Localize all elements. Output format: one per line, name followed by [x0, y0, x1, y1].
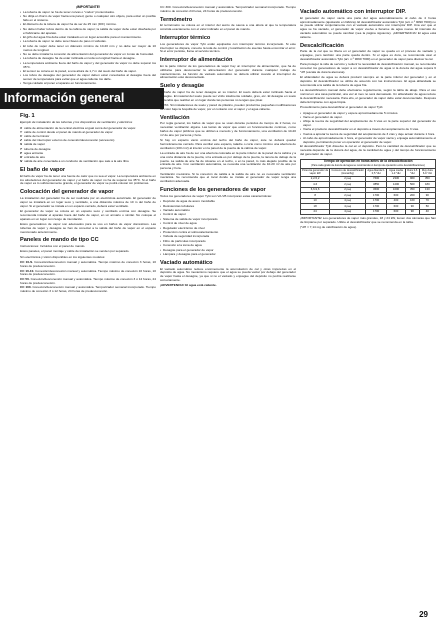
panel-model-desc: Conexión/desconexión manual y automática. Tiempo máximo de conexión 10 horas, 10 horas de predesconexión. [20, 268, 156, 277]
heading-colocacion: Colocación del generador de vapor [20, 189, 114, 196]
important-item: • El tubo de vapor debe tener un diámetro mínimo de 10-20 mm y no debe ser mayor de 10 metros de longitud. [20, 45, 156, 53]
table-cell: 500 [405, 182, 419, 187]
descal-step: • Vacíe el generador de vapor. [300, 116, 436, 120]
table-cell: 2 peq [330, 187, 366, 192]
important-list [20, 11, 156, 86]
table-subtitle: (Para cada grado de dureza del agua se recomienda un tiempo de operación entre descalcificaciones) [311, 163, 425, 167]
funcion-item: • Desagüe para el generador de vapor [160, 249, 296, 253]
table-cell: 350 [405, 187, 419, 192]
panel-model-name: CC 10-S. [20, 260, 34, 265]
table-cell: 160 [405, 198, 419, 203]
panel-model-item [20, 286, 156, 294]
heading-suelo: Suelo y desagüe [160, 83, 205, 90]
heading-descalcificacion: Descalcificación [300, 42, 344, 49]
text-vaciado-warning: ¡ADVERTENCIA! El agua está caliente. [160, 283, 217, 288]
table-cell: 90 [405, 209, 419, 214]
text-descal-3: El ablandador de agua se deberá producir siempre en la parte inferior del generador y en el depósito. El descalcificador se utiliza de acuerdo con las instrucciones. El agua ablandada se recomienda a la salida de la tubería de agua fría. [300, 75, 436, 87]
important-item: • La tubería de desagüe ha de estar inclinada en toda su longitud hacia el desagüe. [20, 57, 156, 61]
legend-text: cable del termistor [24, 134, 50, 139]
text-paneles-1: Instrucciones: Incluidos con el panel de mando. [20, 244, 86, 249]
table-cell: 4 peq [330, 198, 366, 203]
heading-alimentacion: Interruptor de alimentación [160, 57, 233, 64]
column-right [300, 6, 436, 232]
table-row [301, 209, 436, 214]
legend-key: N [20, 159, 23, 164]
text-suelo-2: NOTA: Sin instalaciones de suelo y pared de plástico, pueden producirse pequeñas modificaciones de color bajo la boquilla de vapor, por el contacto con el vapor y el agua caliente. [160, 102, 296, 111]
panel-model-desc: Conexión/desconexión manual y automática. Tiempo máximo de conexión 3 horas, 10 horas de predesconexión. [20, 260, 156, 269]
legend-text: agua entrante [24, 150, 44, 155]
table-cell: 24 [301, 209, 330, 214]
legend-key: P [20, 150, 23, 155]
table-title: Tiempo de operación en horas antes de la descalcificación (Para cada grado de dureza del agua se recomienda un tiempo de operación entre descalcificaciones) [301, 159, 436, 168]
funcion-item: • Resistencias tubulares [160, 205, 296, 209]
text-interruptor: Los generadores de vapor Tylö están equipados con interruptor térmico incorporado. Si este interruptor se dispara, conecte la toda de control y localización de averías hasta encontrar el error. Si el error persiste, llame al servicio técnico. [160, 41, 296, 54]
text-ventilacion-1: Por regla general, los baños de vapor que se usan durante periodos de tiempo de 2 horas, no necesitan ventilación alguna. Las lacías de vapor que estén en funcionamiento continuo, como baños de vapor públicos que se utilizan a menudo y de funcionamiento, una ventilación de 10-20 m³ de aire por persona y hora. [160, 121, 296, 137]
text-paneles-3: Sin electrónica y visión disponibles en los siguientes modelos: [20, 254, 106, 259]
heading-funciones: Funciones de los generadores de vapor [160, 187, 266, 194]
table-cell: 10 [301, 198, 330, 203]
legend-text: cable del interruptor externo de conexión/desconexión (accesorio) [23, 138, 115, 143]
table-cell: 2 peq [330, 182, 366, 187]
table-cell: 600 [387, 209, 406, 214]
table-cell: 1700 [366, 198, 387, 203]
column-left [4, 5, 156, 295]
table-cell: 1700 [366, 209, 387, 214]
text-colocacion-3: Estos generadores de vapor son adecuados para su uso en baños de vapor domésticos. Las tuberías de vapor y desagüe se han de conectar a la salida del baño de vapor en el espacio mencionado anteriormente. [20, 221, 156, 234]
legend-key: T [20, 146, 22, 151]
table-cell: 2,2-5,2 [301, 176, 330, 181]
table-cell: 350 [419, 176, 435, 181]
descal-step: • Al cabo de aproximadamente 1 hora, el generador de vapor vacía y enjuaga automáticamente el depósito, permitiendo poner en operación el generador de vapor. [300, 137, 436, 145]
text-dip: El generador de vapor vacía una parte del agua automáticamente al cabo de 4 horas aproximadamente (ajustando en fábrica). El descalcificador automático Tylö (art. n.º 9090 7000) no se puede utilizar conjuntamente con el vaciado automático con interruptor DIP. Una vez que el agua se ha vaciado, el generador de vapor vuelve a llenarse de agua nueva. El intervalo de vaciado automático se puede cambiar (vea la página siguiente). ¡ADVERTENCIA! El agua está caliente. [300, 15, 436, 39]
heading-ventilacion: Ventilación [160, 114, 190, 121]
important-item: • Los tubos de desagüe del generador de vapor deben estar conectados al desagüe fuera del sensor de temperatura para evitar que el agua caliente los dañe. [20, 74, 156, 82]
table-cell: 2 peq [330, 176, 366, 181]
funciones-list [160, 200, 296, 256]
table-cell: 2 peq [330, 193, 366, 198]
table-cell: 4 peq [330, 209, 366, 214]
text-descal-auto: La descalcificación manual debe efectuarse regularmente, según la tabla de abajo. Para el uso normal en una casa particular, una vez al mes no será demasiado. Un ablandador de agua reduce la descalcificación necesaria. Para ello, el generador de vapor debe estar desconectado. Después deberá limpiarse con agua limpia. [300, 88, 436, 104]
important-item: • No deben haber tubos dentro de la cabina de vapor; la salida de vapor debe estar diseñada por el fabricante del aparato. [20, 28, 156, 36]
table-cell: 1200 [387, 182, 406, 187]
important-item: • La tubería de vapor no debe tener llaves de paso ni válvulas. [20, 40, 156, 44]
text-descal-1: Parte de la cal que se libera en el generador de vapor se queda en el proceso de vaciado y enjuague, pero también una parte queda dentro. Si el agua es dura, se recomienda usar el descalcificador automático Tylö (art. n.º 9090 7000) en el generador de vapor para disolver la cal. [300, 49, 436, 61]
descal-table [300, 159, 436, 215]
table-header-row [301, 168, 436, 176]
table-header-cell: Dura 3-6 °dH [407, 169, 418, 176]
descal-step: • Vierta el producto descalcificador en el depósito a través del acoplamiento de 3 vías. [300, 128, 436, 132]
text-post-steps: El descalcificador Tylö disuelve la cal en el depósito. Pero la cantidad de descalcificador que se necesita depende de la dureza del agua, de la cantidad de agua y del tiempo de funcionamiento del generador de vapor. [300, 144, 436, 157]
funcion-item: • Lámpara y desagüe para el generador [160, 253, 296, 257]
text-alimentacion: En la parte inferior de los generadores de vapor hay un interruptor de alimentación, que ha de utilizarse para desconectar la alimentación del generador durante cualquier trabajo de mantenimiento. La función de vaciado automático no deberá utilizar cuando el interruptor de alimentación esté desconectado. [160, 63, 296, 80]
important-title: ¡IMPORTANTE! [75, 5, 101, 9]
important-item: • La tubería de vapor no ha de tener curvas o "codos" pronunciados. [20, 11, 156, 15]
table-cell: 1000 [387, 187, 406, 192]
important-item: • El diámetro de la tobera de vapor ha de ser de 25 mm (DIF) mínimo. [20, 23, 156, 27]
text-funciones: Todos los generadores de vapor Tylö son VA-VB incorporan estas características: [160, 193, 272, 198]
funcion-item: • Protección contra el sobrecalentamiento [160, 231, 296, 235]
table-cell: 50 [419, 204, 435, 209]
section-banner: Información general [0, 88, 164, 109]
important-item: • Tenga cuidado al poner el aparato en funcionamiento. [20, 82, 156, 86]
table-cell: 400 [387, 198, 406, 203]
text-procedimiento: Procedimiento para descalcificar el generador de vapor Tylö: [300, 105, 384, 110]
heading-interruptor: Interruptor térmico [160, 34, 211, 41]
legend-key: S [20, 142, 23, 147]
table-cell: 130 [419, 187, 435, 192]
table-cell: 600 [387, 204, 406, 209]
table-header-cell: Muy dura 6-9 °dH [419, 168, 435, 176]
funcion-item: • Control de nivel de agua [160, 222, 296, 226]
legend-key: R [20, 154, 23, 159]
table-cell: 8 [301, 193, 330, 198]
panel-model-name: CC 50. [20, 277, 30, 282]
table-cell: 960 [405, 176, 419, 181]
panel-model-desc: Conexión/desconexión manual y automática. Tiempo máximo de conexión 3 ó 12 horas, 24 horas de predesconexión. [20, 277, 156, 285]
table-cell: 4-6 [301, 182, 330, 187]
panel-model-name: CC 100. [20, 285, 32, 290]
descal-step: • Vuelva a apretar la tuerca de seguridad del acoplamiento de 3 vías y deje actuar durante 1 hora. [300, 133, 436, 137]
text-cc300: CC 300. Conexión/desconexión manual y automática. Temporizador semanal incorporado. Tiempo máximo de conexión 24 horas, 24 horas de predesconexión. [160, 5, 296, 13]
table-cell: 3600 [366, 187, 387, 192]
descal-steps [300, 112, 436, 145]
legend-item [20, 160, 156, 164]
table-body [301, 176, 436, 214]
heading-bano: El baño de vapor [20, 166, 66, 173]
funcion-item: • Vaciado automático [160, 209, 296, 213]
table-cell: 6,6-9,6 [301, 187, 330, 192]
table-header-cell: Agua media 1-3 °dH [387, 168, 406, 176]
descal-step: • Apague el generador de vapor y espere aproximadamente 5 minutos. [300, 112, 436, 116]
legend-text: cable de control desde el panel de mando al generador de vapor [24, 129, 113, 134]
text-ventilacion-2: Si hay un espacio vacío encima del techo del baño de vapor, éste no deberá quedar herméticamente cerrado. Para ventilar este espacio, taladre o corte como mínimo una abertura de ventilación (100 cm²) al interior en la pared de la puerta de la cabina de vapor. [160, 138, 296, 150]
legend-key: V [20, 134, 23, 139]
table-cell: 180 [419, 182, 435, 187]
legend-text: tubería de desagüe [23, 146, 51, 151]
legend-text: salida de aire conectada a un conducto de ventilación que sale a la aire libre [24, 159, 129, 164]
funcion-item: • Regulador electrónico de nivel [160, 227, 296, 231]
table-header-cell: Agua blanda 0-0,5 °dH [367, 169, 385, 176]
funcion-item: • Sistema de salida de vapor incorporado [160, 218, 296, 222]
funcion-item: • Conexión a la toma de agua [160, 244, 296, 248]
text-colocacion-2: El generador de vapor se coloca en un espacio seco y ventilado encima con desagüe. Se recomienda instalar el aparato fuera del baño de vapor, en un armario o similar. No coloque el aparato en un lugar con riesgo de inundación. [20, 208, 156, 221]
text-bano: El baño de vapor ha de tener una fuente de calor que no sea el vapor. La temperatura ambiente en los alrededores del generador de vapor y el baño de vapor no ha de superar los 35°C. Si el baño de vapor es lo suficientemente grande, el generador de vapor se podrá colocar sin problemas. [20, 173, 156, 186]
legend-text: salida de vapor [24, 142, 46, 147]
funcion-item: • Válvula de seguridad incorporada [160, 235, 296, 239]
table-cell: 1700 [366, 204, 387, 209]
table-cell: 2330 [387, 176, 406, 181]
panel-model-name: CC 10-10. [20, 268, 35, 273]
figure-title: Fig. 1 [20, 113, 35, 120]
text-descal-2: Para proteger la vida de servicio y reducir la necesidad de descalcificación manual, se recomienda conectar los generadores de vapor a un descalcificador de agua si la dureza del agua supera 6 °dH (escala de dureza alemana). [300, 62, 436, 74]
text-paneles-2: Estos paneles, el panel montaje y cable de instalación se venden por separado. [20, 249, 130, 254]
table-cell: 7600 [366, 176, 387, 181]
heading-vaciado: Vaciado automático [160, 259, 213, 266]
funcion-item: • Control de vapor [160, 213, 296, 217]
funcion-item: • Filtro de partículas incorporado [160, 240, 296, 244]
table-header-cell: Potencia generador de vapor kW [301, 169, 329, 176]
table-cell: 3850 [366, 182, 387, 187]
page-number: 29 [419, 610, 428, 619]
text-ventilacion-4: Ventilación mecánica. Si la conexión de salida a la salida de aire no es necesaria ventilación mecánica. Se recomienda que el local donde se instale el generador de vapor tenga una ventilación adecuada. [160, 171, 296, 184]
important-item: • El grifo del agua fría debe estar instalado en un lugar accesible para el mantenimiento. [20, 36, 156, 40]
table-cell: 4 peq [330, 204, 366, 209]
figure-legend [20, 127, 156, 164]
table-cell: 70 [419, 198, 435, 203]
important-item: • La temperatura ambiente fuera del baño de vapor y del generador de vapor no debe superar los 35°C. [20, 62, 156, 70]
text-vaciado-1: El vaciado automático reduce enormemente la acumulación de cal y otras impurezas en el depósito de agua. Su mecanismo requiere que el agua se pueda vaciar por debajo del generador de vapor hasta el desagüe, ya que si no el vaciado y enjuague del depósito no podría realizarse correctamente. [160, 266, 296, 282]
legend-key: Z [20, 138, 22, 143]
table-header-cell: Consumo de descalcificador (Horas/Kg) [331, 169, 364, 176]
funcion-item: • Depósito de agua de acero inoxidable [160, 200, 296, 204]
table-cell: 90 [405, 204, 419, 209]
heading-dip: Vaciado automático con interruptor DIP. [300, 9, 406, 15]
text-termometro: El termómetro se coloca en el interior del aunto de sauna a una altura al que la temperatura coincida exactamente con el valor indicado en el panel de mando. [160, 23, 296, 32]
panel-models [20, 261, 156, 294]
table-cell: 18 [301, 204, 330, 209]
legend-key: Y [20, 129, 23, 134]
panel-model-desc: Conexión/desconexión manual y automática. Temporizador semanal incorporado. Tiempo máximo de conexión 3 ó 12 horas, 24 horas de predesconexión. [20, 285, 156, 294]
text-ventilacion-3: La entrada de aire ha de ser una abertura colocada en la parte inferior de la pared de la cabina y a una corta distancia de la puerta, si la entrada es por debajo de la puerta, la ranura de debajo de la puerta. La salida de aire ha de situarse en el techo, o en la pared, lo más alejado posible de la entrada de aire. Con ventilación automática, se necesita una ventilación de 10-20 m³ de aire por persona y hora. [160, 151, 296, 171]
heading-paneles: Paneles de mando de tipo CC [20, 237, 99, 244]
table-cell: 200 [405, 193, 419, 198]
important-item: • El sensor se coloca en la pared, a una altura de 1,7 m del suelo del baño de vapor. [20, 70, 156, 74]
legend-text: cable de alimentación de la central eléctrica a igual cerca del generador de vapor. [24, 125, 137, 130]
figure-caption: Ejemplo de instalación de las tuberías y los dispositivos de ventilación y eléctricos [20, 120, 133, 125]
table-cell: 90 [419, 193, 435, 198]
text-after-table: ¡IMPORTANTE! Los generadores de vapor más grandes, 18 y 24 kW, tienen dos cámaras que han de limpiarse por separado. Utilice el descalcificador que se recomienda en la tabla. [300, 216, 436, 224]
important-item: • No se debe instalar la conexión de alimentación del generador de vapor en zonas de humedad. [20, 53, 156, 57]
table-cell: 1700 [366, 193, 387, 198]
text-after-note: (°dH = 7,14 mg de calcificación de agua). [300, 225, 357, 230]
table-cell: 40 [419, 209, 435, 214]
text-suelo-1: El baño de vapor ha de tener desagüe en su interior. El suelo deberá estar inclinado hacia el desagüe. El material del suelo puede ser vinilo totalmente soldado, gres, etc. El desagüe en suelo se tendrá que realizar en un lugar donde las personas no tengan que pisar. [160, 89, 296, 102]
important-item: • No dirija el chorro de vapor hacia una pared, gente o cualquier otro objeto, para evitar un posible fallo en el sistema. [20, 15, 156, 23]
descal-step: • Afloje la tuerca de seguridad del acoplamiento de 3 vías en la parte superior del generador de vapor. [300, 120, 436, 128]
column-middle [160, 6, 296, 290]
legend-key: X [20, 125, 23, 130]
text-colocacion-1: La instalación del generador ha de ser realizada por un electricista autorizado. El generador de vapor se instalará en un lugar seco y ventilado, a una distancia máxima de 10 m del baño de vapor. Si el generador se instala en un espacio cerrado, deberá estar ventilado. [20, 195, 156, 208]
legend-text: entrada de aire [24, 154, 46, 159]
table-cell: 600 [387, 193, 406, 198]
heading-termometro: Termómetro [160, 16, 193, 23]
